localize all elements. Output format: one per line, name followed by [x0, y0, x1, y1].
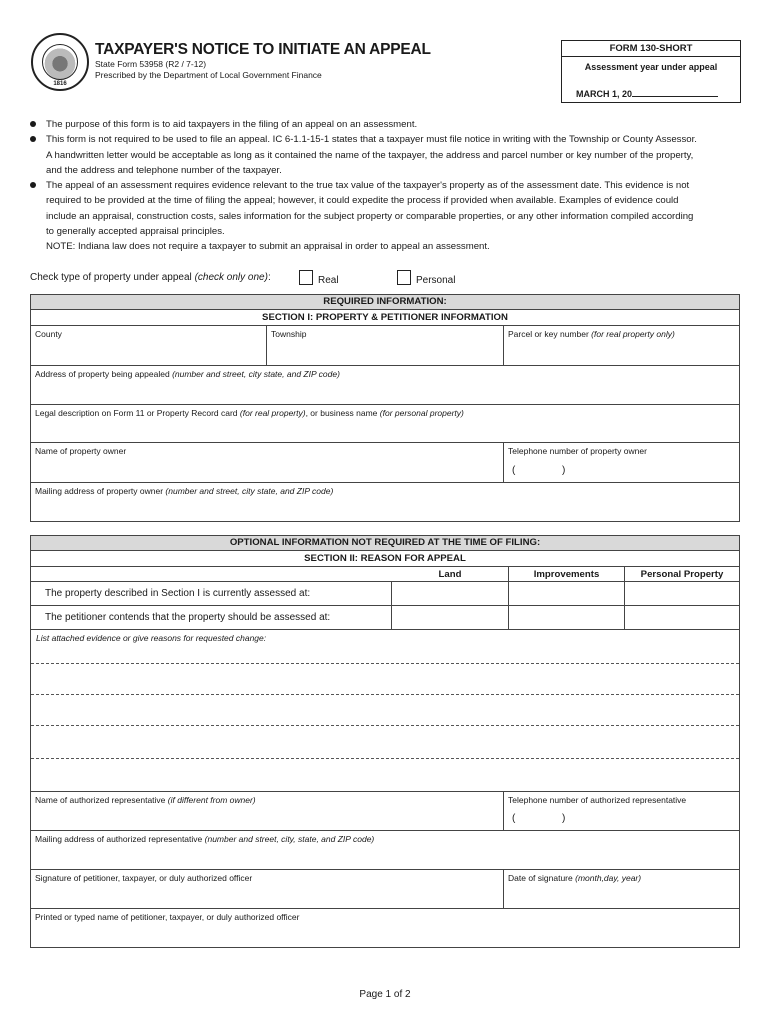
col-personal-property: Personal Property	[640, 568, 724, 580]
legal-description-field[interactable]: Legal description on Form 11 or Property Record card (for real property), or business name (for personal property)	[35, 408, 464, 418]
instruction-line: and the address and telephone number of the taxpayer.	[46, 164, 282, 176]
section-1	[30, 294, 740, 522]
state-seal	[31, 33, 89, 91]
current-assessment-label: The property described in Section I is currently assessed at:	[31, 582, 392, 605]
personal-checkbox[interactable]	[397, 270, 411, 285]
personal-checkbox-label: Personal	[416, 275, 456, 286]
assessment-year-field[interactable]	[576, 88, 718, 99]
page-number: Page 1 of 2	[359, 989, 411, 1000]
printed-name-row	[31, 909, 739, 947]
signature-row	[31, 870, 739, 909]
owner-row	[31, 443, 739, 483]
section-1-title: SECTION I: PROPERTY & PETITIONER INFORMATION	[31, 310, 739, 326]
property-type-prompt: Check type of property under appeal (check only one):	[30, 272, 271, 283]
property-address-field[interactable]: Address of property being appealed (number and street, city state, and ZIP code)	[35, 369, 340, 379]
instruction-item: This form is not required to be used to file an appeal. IC 6-1.1-15-1 states that a taxpayer must file notice in writing with the Township or County Assessor.	[30, 132, 730, 147]
form-id: FORM 130-SHORT	[609, 43, 693, 54]
rep-name-field[interactable]: Name of authorized representative (if different from owner)	[31, 792, 504, 830]
seal-emblem-icon	[42, 44, 78, 80]
instruction-line: A handwritten letter would be acceptable as long as it contained the name of the taxpayer, the address and parcel number or key number of the property,	[46, 149, 694, 161]
evidence-line[interactable]	[31, 725, 739, 726]
contended-personal-field[interactable]	[625, 606, 739, 629]
signature-date-field[interactable]: Date of signature (month,day, year)	[508, 873, 642, 883]
contended-improvements-field[interactable]	[509, 606, 625, 629]
instructions-list	[30, 117, 730, 255]
signature-field[interactable]: Signature of petitioner, taxpayer, or duly authorized officer	[31, 870, 504, 908]
instruction-line: required to be provided at the time of filing the appeal; however, it could expedite the process if provided when available. Examples of evidence could	[46, 195, 679, 207]
contended-assessment-label: The petitioner contends that the property should be assessed at:	[31, 606, 392, 629]
col-land: Land	[392, 567, 509, 581]
contended-land-field[interactable]	[392, 606, 509, 629]
seal-year: 1816	[53, 81, 67, 87]
township-field[interactable]: Township	[267, 326, 504, 365]
real-checkbox[interactable]	[299, 270, 313, 285]
state-form-number: State Form 53958 (R2 / 7-12)	[95, 59, 207, 69]
rep-mailing-address-field[interactable]: Mailing address of authorized representative (number and street, city, state, and ZIP code)	[35, 834, 375, 844]
contended-assessment-row	[31, 606, 739, 630]
assessment-header-row	[31, 567, 739, 582]
owner-mailing-row	[31, 483, 739, 521]
instruction-item: The appeal of an assessment requires evidence relevant to the true tax value of the taxpayer's property as of the assessment date. This evidence is not	[30, 178, 730, 193]
form-id-box	[561, 40, 741, 103]
optional-info-bar: OPTIONAL INFORMATION NOT REQUIRED AT THE TIME OF FILING:	[31, 536, 739, 551]
county-row	[31, 326, 739, 366]
current-improvements-field[interactable]	[509, 582, 625, 605]
current-personal-field[interactable]	[625, 582, 739, 605]
bullet-icon	[30, 136, 36, 142]
owner-phone-field[interactable]: Telephone number of property owner ( )	[508, 446, 647, 476]
evidence-line[interactable]	[31, 694, 739, 695]
legal-description-row	[31, 405, 739, 443]
bullet-icon	[30, 121, 36, 127]
evidence-line[interactable]	[31, 663, 739, 664]
evidence-label: List attached evidence or give reasons for requested change:	[36, 633, 267, 643]
section-2-title: SECTION II: REASON FOR APPEAL	[31, 551, 739, 567]
instruction-line: to generally accepted appraisal principles.	[46, 226, 225, 238]
col-improvements: Improvements	[509, 567, 625, 581]
assessment-date-prefix: MARCH 1, 20	[576, 89, 633, 99]
section-2	[30, 535, 740, 948]
current-assessment-row	[31, 582, 739, 606]
owner-name-field[interactable]: Name of property owner	[31, 443, 504, 482]
evidence-area[interactable]	[31, 630, 739, 792]
property-address-row	[31, 366, 739, 405]
instruction-line: include an appraisal, construction costs, sales information for the subject property or comparable properties, or any other information compiled according	[46, 210, 694, 222]
rep-mailing-row	[31, 831, 739, 870]
rep-row	[31, 792, 739, 831]
required-info-bar: REQUIRED INFORMATION:	[31, 295, 739, 310]
county-field[interactable]: County	[31, 326, 267, 365]
parcel-number-field[interactable]: Parcel or key number (for real property only)	[508, 329, 675, 339]
owner-mailing-address-field[interactable]: Mailing address of property owner (number and street, city state, and ZIP code)	[35, 486, 334, 496]
real-checkbox-label: Real	[318, 275, 339, 286]
rep-phone-field[interactable]: Telephone number of authorized representative ( )	[508, 795, 687, 824]
prescribed-by: Prescribed by the Department of Local Government Finance	[95, 70, 322, 80]
evidence-line[interactable]	[31, 758, 739, 759]
form-title: TAXPAYER'S NOTICE TO INITIATE AN APPEAL	[95, 41, 431, 58]
instruction-note: NOTE: Indiana law does not require a taxpayer to submit an appraisal in order to appeal an assessment.	[46, 241, 490, 253]
assessment-year-blank[interactable]	[632, 88, 718, 97]
instruction-item: The purpose of this form is to aid taxpayers in the filing of an appeal on an assessment.	[30, 117, 730, 132]
bullet-icon	[30, 182, 36, 188]
printed-name-field[interactable]: Printed or typed name of petitioner, taxpayer, or duly authorized officer	[35, 912, 300, 922]
assessment-year-label: Assessment year under appeal	[584, 62, 718, 72]
current-land-field[interactable]	[392, 582, 509, 605]
